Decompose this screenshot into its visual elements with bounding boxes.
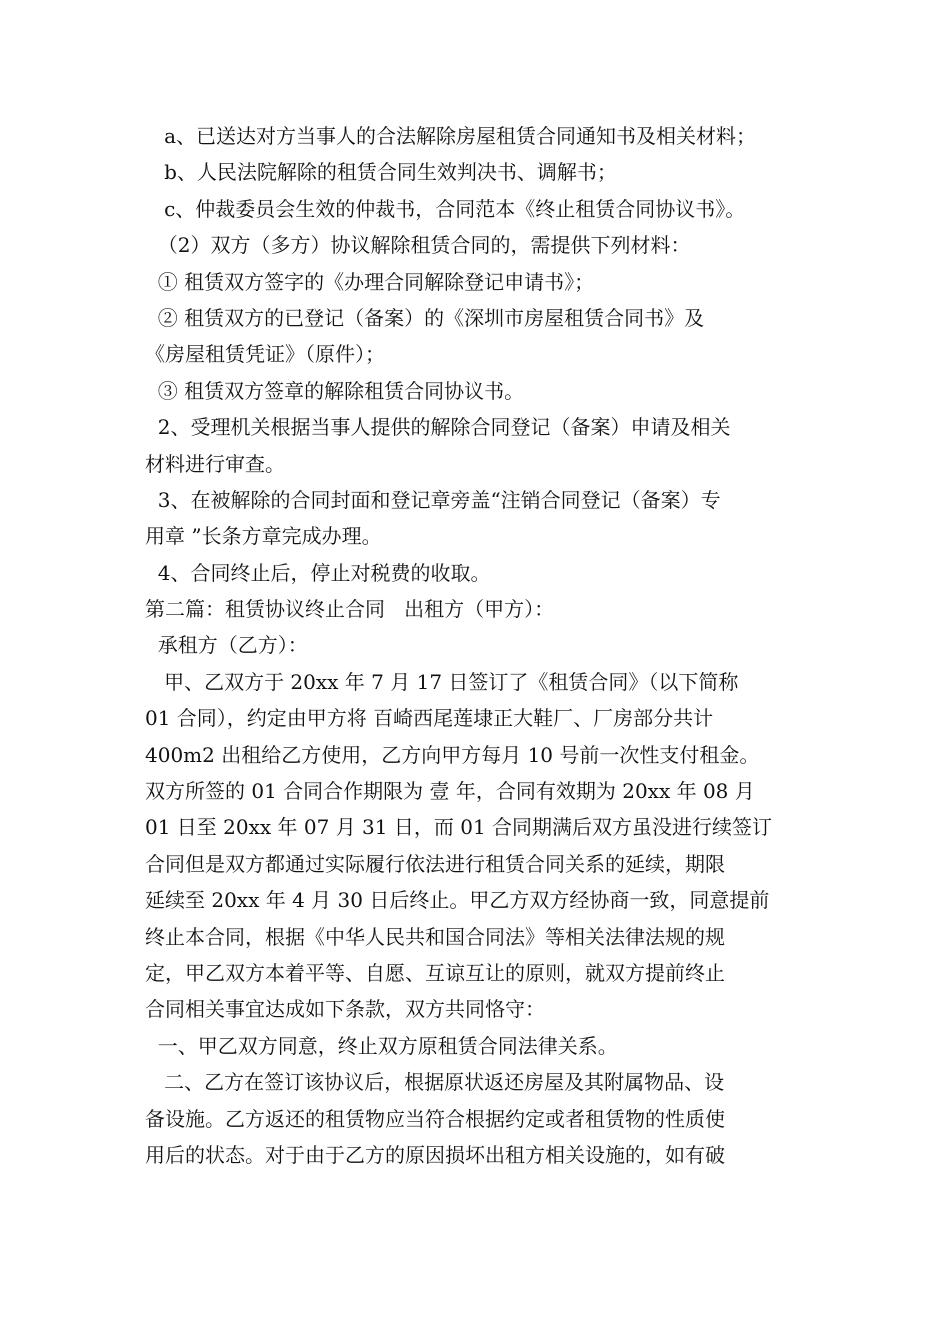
text-line: 承租方（乙方）： [145, 633, 308, 658]
text-line: 第二篇：租赁协议终止合同 出租方（甲方）： [145, 597, 555, 622]
text-line: 用章 ”长条方章完成办理。 [145, 524, 382, 549]
text-line: a、已送达对方当事人的合法解除房屋租赁合同通知书及相关材料； [145, 124, 756, 148]
text-line: 二、乙方在签订该协议后，根据原状返还房屋及其附属物品、设 [145, 1070, 725, 1095]
text-line: 4、合同终止后，停止对税费的收取。 [145, 560, 491, 585]
text-line: 合同但是双方都通过实际履行依法进行租赁合同关系的延续，期限 [145, 851, 725, 876]
text-line: 01 日至 20xx 年 07 月 31 日，而 01 合同期满后双方虽没进行续签订 [145, 815, 773, 840]
text-line: 2、受理机关根据当事人提供的解除合同登记（备案）申请及相关 [145, 415, 731, 440]
text-line: 合同相关事宜达成如下条款，双方共同恪守： [145, 997, 545, 1022]
text-line: c、仲裁委员会生效的仲裁书，合同范本《终止租赁合同协议书》。 [145, 196, 746, 221]
text-line: （2）双方（多方）协议解除租赁合同的，需提供下列材料： [145, 233, 691, 258]
text-line: ② 租赁双方的已登记（备案）的《深圳市房屋租赁合同书》及 [145, 305, 705, 330]
text-line: ③ 租赁双方签章的解除租赁合同协议书。 [145, 378, 525, 403]
text-line: 一、甲乙双方同意，终止双方原租赁合同法律关系。 [145, 1033, 618, 1058]
text-line: 终止本合同，根据《中华人民共和国合同法》等相关法律法规的规 [145, 924, 725, 949]
text-line: 400m2 出租给乙方使用，乙方向甲方每月 10 号前一次性支付租金。 [145, 742, 760, 767]
text-line: 《房屋租赁凭证》（原件）； [145, 342, 385, 367]
text-line: 备设施。乙方返还的租赁物应当符合根据约定或者租赁物的性质使 [145, 1106, 725, 1131]
document-body [145, 118, 815, 1173]
text-line: 延续至 20xx 年 4 月 30 日后终止。甲乙方双方经协商一致，同意提前 [145, 888, 770, 913]
text-line: 定，甲乙双方本着平等、自愿、互谅互让的原则，就双方提前终止 [145, 960, 725, 985]
text-line: 3、在被解除的合同封面和登记章旁盖“注销合同登记（备案）专 [145, 487, 721, 512]
text-line: 双方所签的 01 合同合作期限为 壹 年，合同有效期为 20xx 年 08 月 [145, 779, 755, 804]
text-line: b、人民法院解除的租赁合同生效判决书、调解书； [145, 160, 617, 185]
text-line: 用后的状态。对于由于乙方的原因损坏出租方相关设施的，如有破 [145, 1142, 725, 1167]
text-line: 01 合同），约定由甲方将 百崎西尾莲埭正大鞋厂、厂房部分共计 [145, 706, 714, 731]
text-line: 材料进行审查。 [145, 451, 285, 476]
text-line: ① 租赁双方签字的《办理合同解除登记申请书》； [145, 269, 595, 294]
text-line: 甲、乙双方于 20xx 年 7 月 17 日签订了《租赁合同》（以下简称 [145, 669, 739, 694]
